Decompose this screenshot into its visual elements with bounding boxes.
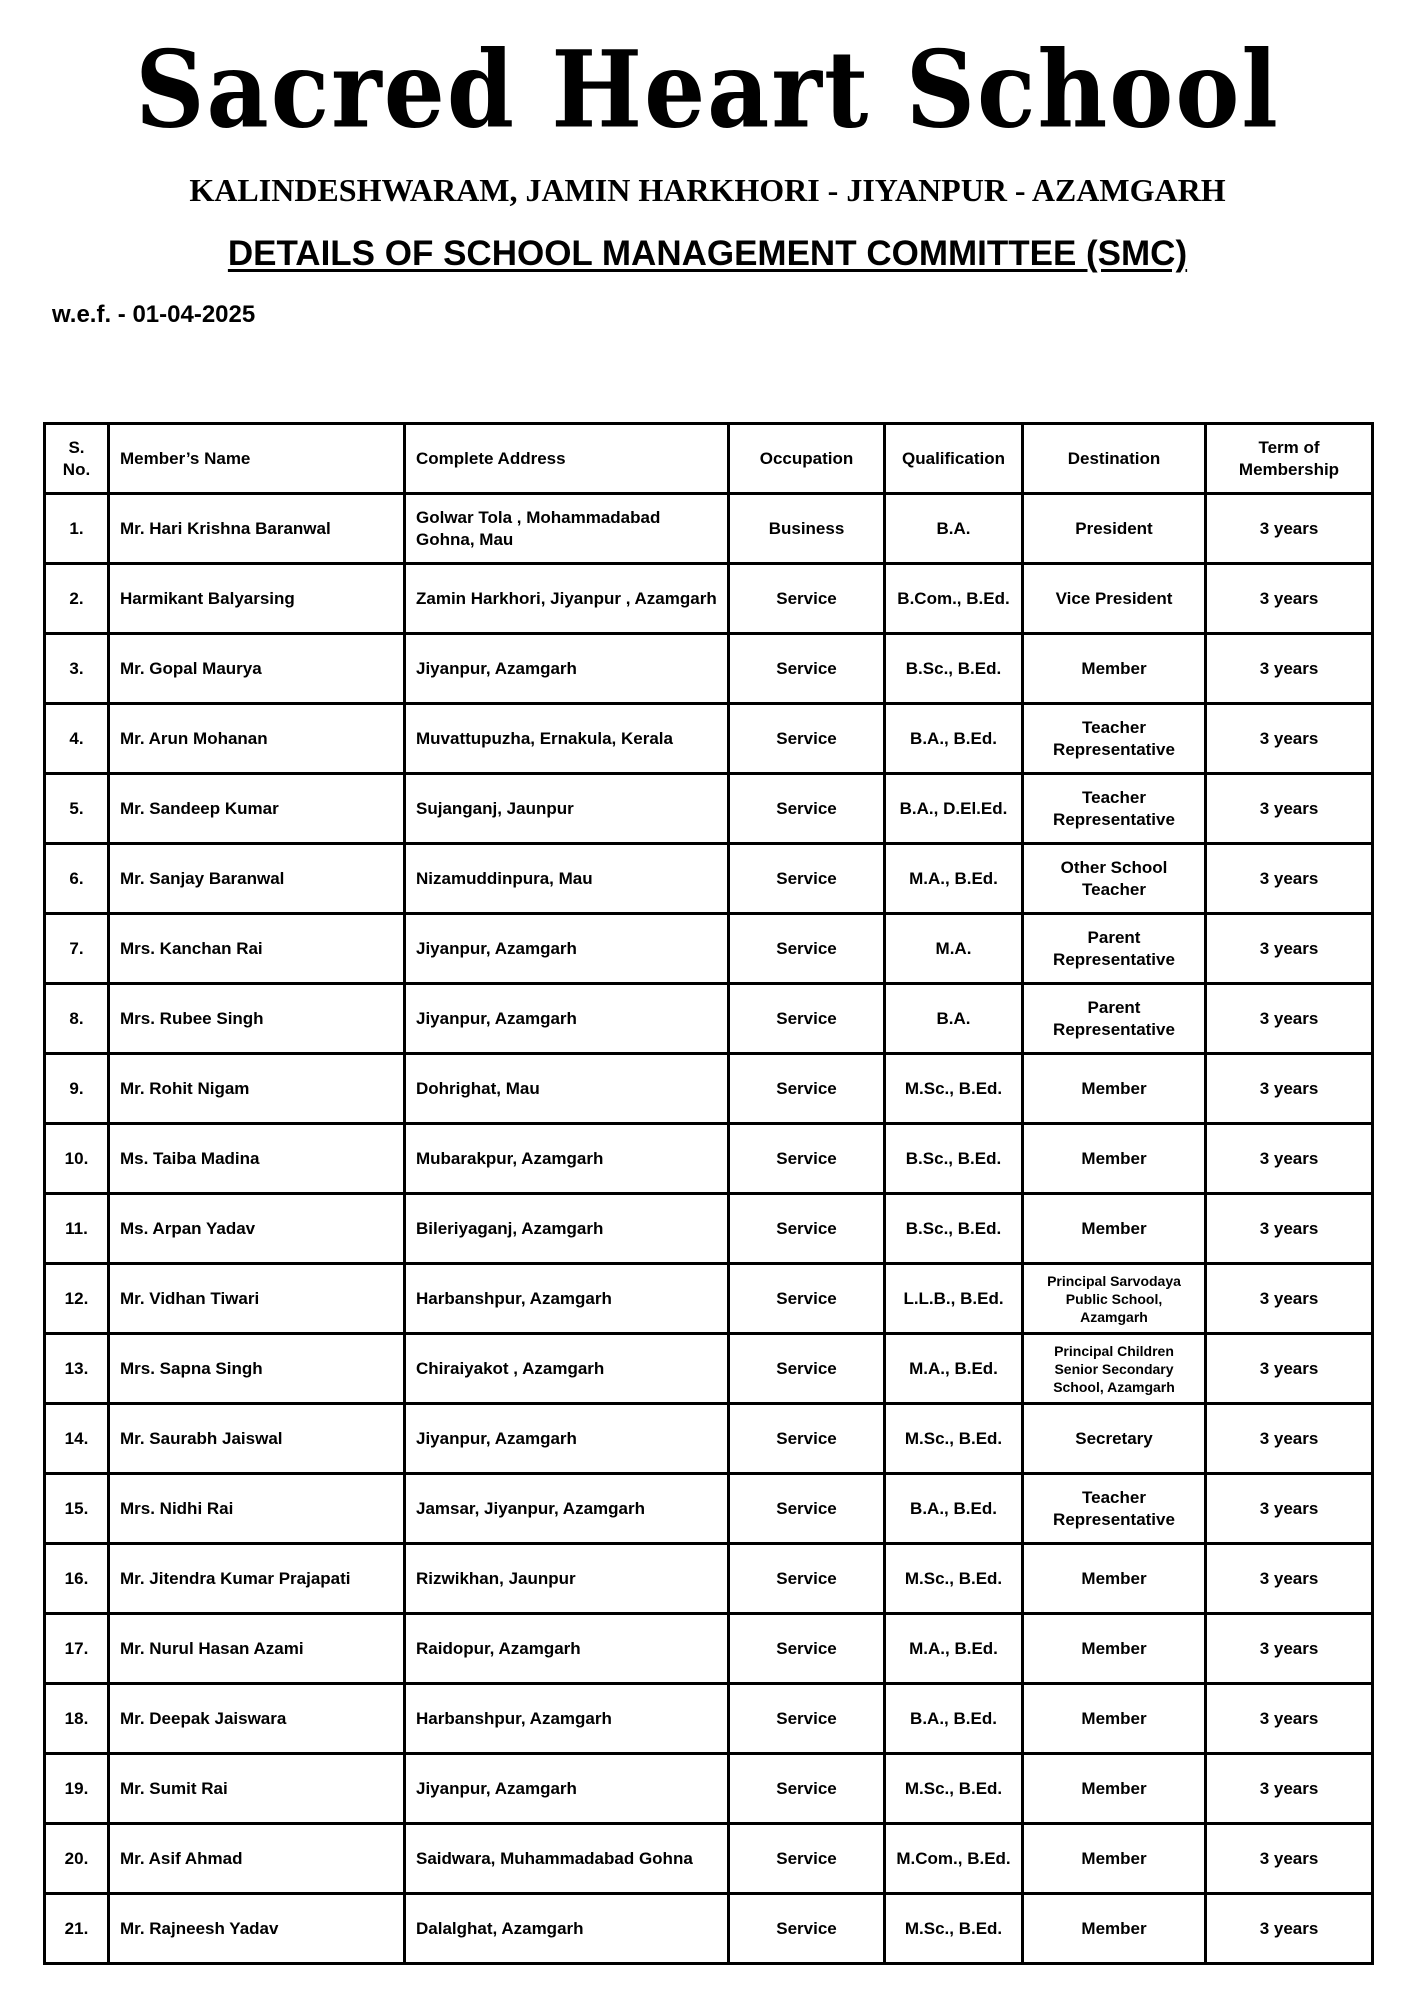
qualification-cell: M.Sc., B.Ed. bbox=[885, 1404, 1023, 1474]
member-address-cell: Raidopur, Azamgarh bbox=[405, 1614, 729, 1684]
member-name-cell: Mr. Nurul Hasan Azami bbox=[109, 1614, 405, 1684]
term-of-membership-cell: 3 years bbox=[1206, 1894, 1373, 1964]
member-name-cell: Mrs. Kanchan Rai bbox=[109, 914, 405, 984]
table-row bbox=[45, 564, 1373, 634]
column-header-destination: Destination bbox=[1023, 424, 1206, 494]
member-address-cell: Dohrighat, Mau bbox=[405, 1054, 729, 1124]
member-address-cell: Sujanganj, Jaunpur bbox=[405, 774, 729, 844]
member-address-cell: Zamin Harkhori, Jiyanpur , Azamgarh bbox=[405, 564, 729, 634]
sno-cell: 6. bbox=[45, 844, 109, 914]
term-of-membership-cell: 3 years bbox=[1206, 1824, 1373, 1894]
member-address-cell: Harbanshpur, Azamgarh bbox=[405, 1684, 729, 1754]
destination-cell: Member bbox=[1023, 1124, 1206, 1194]
sno-cell: 10. bbox=[45, 1124, 109, 1194]
qualification-cell: M.Com., B.Ed. bbox=[885, 1824, 1023, 1894]
destination-cell: President bbox=[1023, 494, 1206, 564]
table-header-row bbox=[45, 424, 1373, 494]
sno-cell: 8. bbox=[45, 984, 109, 1054]
destination-cell: Principal Children Senior Secondary School, Azamgarh bbox=[1023, 1334, 1206, 1404]
member-address-cell: Dalalghat, Azamgarh bbox=[405, 1894, 729, 1964]
sno-cell: 16. bbox=[45, 1544, 109, 1614]
member-name-cell: Mr. Sanjay Baranwal bbox=[109, 844, 405, 914]
occupation-cell: Service bbox=[729, 564, 885, 634]
qualification-cell: B.Com., B.Ed. bbox=[885, 564, 1023, 634]
table-row bbox=[45, 1614, 1373, 1684]
member-name-cell: Mr. Saurabh Jaiswal bbox=[109, 1404, 405, 1474]
member-name-cell: Mr. Arun Mohanan bbox=[109, 704, 405, 774]
column-header-term: Term of Membership bbox=[1206, 424, 1373, 494]
table-row bbox=[45, 704, 1373, 774]
column-header-occupation: Occupation bbox=[729, 424, 885, 494]
term-of-membership-cell: 3 years bbox=[1206, 704, 1373, 774]
document-heading: DETAILS OF SCHOOL MANAGEMENT COMMITTEE (SMC) bbox=[227, 234, 1188, 273]
table-row bbox=[45, 914, 1373, 984]
sno-cell: 5. bbox=[45, 774, 109, 844]
term-of-membership-cell: 3 years bbox=[1206, 1614, 1373, 1684]
sno-cell: 18. bbox=[45, 1684, 109, 1754]
school-address: KALINDESHWARAM, JAMIN HARKHORI - JIYANPUR - AZAMGARH bbox=[189, 172, 1226, 208]
term-of-membership-cell: 3 years bbox=[1206, 1264, 1373, 1334]
destination-cell: Teacher Representative bbox=[1023, 704, 1206, 774]
destination-cell: Member bbox=[1023, 1194, 1206, 1264]
member-name-cell: Mr. Sumit Rai bbox=[109, 1754, 405, 1824]
member-address-cell: Rizwikhan, Jaunpur bbox=[405, 1544, 729, 1614]
member-name-cell: Mr. Asif Ahmad bbox=[109, 1824, 405, 1894]
qualification-cell: B.A. bbox=[885, 494, 1023, 564]
school-name: Sacred Heart School bbox=[135, 27, 1280, 152]
smc-members-table bbox=[43, 422, 1374, 1965]
occupation-cell: Service bbox=[729, 1054, 885, 1124]
occupation-cell: Service bbox=[729, 1544, 885, 1614]
occupation-cell: Service bbox=[729, 1894, 885, 1964]
term-of-membership-cell: 3 years bbox=[1206, 1334, 1373, 1404]
sno-cell: 13. bbox=[45, 1334, 109, 1404]
table-row bbox=[45, 1054, 1373, 1124]
sno-cell: 4. bbox=[45, 704, 109, 774]
member-name-cell: Mr. Rajneesh Yadav bbox=[109, 1894, 405, 1964]
table-row bbox=[45, 984, 1373, 1054]
qualification-cell: B.A. bbox=[885, 984, 1023, 1054]
table-row bbox=[45, 844, 1373, 914]
member-name-cell: Mr. Rohit Nigam bbox=[109, 1054, 405, 1124]
term-of-membership-cell: 3 years bbox=[1206, 1544, 1373, 1614]
term-of-membership-cell: 3 years bbox=[1206, 1684, 1373, 1754]
sno-cell: 9. bbox=[45, 1054, 109, 1124]
member-name-cell: Mr. Vidhan Tiwari bbox=[109, 1264, 405, 1334]
effective-date: w.e.f. - 01-04-2025 bbox=[52, 301, 256, 328]
member-address-cell: Jiyanpur, Azamgarh bbox=[405, 1754, 729, 1824]
sno-cell: 11. bbox=[45, 1194, 109, 1264]
occupation-cell: Service bbox=[729, 1404, 885, 1474]
qualification-cell: M.Sc., B.Ed. bbox=[885, 1054, 1023, 1124]
term-of-membership-cell: 3 years bbox=[1206, 914, 1373, 984]
destination-cell: Member bbox=[1023, 1054, 1206, 1124]
occupation-cell: Service bbox=[729, 914, 885, 984]
qualification-cell: B.A., D.El.Ed. bbox=[885, 774, 1023, 844]
term-of-membership-cell: 3 years bbox=[1206, 634, 1373, 704]
member-name-cell: Ms. Taiba Madina bbox=[109, 1124, 405, 1194]
member-name-cell: Mr. Sandeep Kumar bbox=[109, 774, 405, 844]
destination-cell: Member bbox=[1023, 1614, 1206, 1684]
member-name-cell: Mrs. Rubee Singh bbox=[109, 984, 405, 1054]
member-address-cell: Jiyanpur, Azamgarh bbox=[405, 984, 729, 1054]
destination-cell: Member bbox=[1023, 1824, 1206, 1894]
member-address-cell: Golwar Tola , Mohammadabad Gohna, Mau bbox=[405, 494, 729, 564]
member-name-cell: Ms. Arpan Yadav bbox=[109, 1194, 405, 1264]
table-row bbox=[45, 1824, 1373, 1894]
table-row bbox=[45, 1894, 1373, 1964]
column-header-address: Complete Address bbox=[405, 424, 729, 494]
destination-cell: Member bbox=[1023, 1684, 1206, 1754]
member-name-cell: Mr. Gopal Maurya bbox=[109, 634, 405, 704]
column-header-qualification: Qualification bbox=[885, 424, 1023, 494]
table-row bbox=[45, 1334, 1373, 1404]
occupation-cell: Service bbox=[729, 1614, 885, 1684]
qualification-cell: M.Sc., B.Ed. bbox=[885, 1544, 1023, 1614]
member-address-cell: Nizamuddinpura, Mau bbox=[405, 844, 729, 914]
qualification-cell: B.A., B.Ed. bbox=[885, 704, 1023, 774]
term-of-membership-cell: 3 years bbox=[1206, 1754, 1373, 1824]
qualification-cell: M.Sc., B.Ed. bbox=[885, 1894, 1023, 1964]
occupation-cell: Service bbox=[729, 1474, 885, 1544]
term-of-membership-cell: 3 years bbox=[1206, 984, 1373, 1054]
member-address-cell: Jiyanpur, Azamgarh bbox=[405, 914, 729, 984]
member-address-cell: Saidwara, Muhammadabad Gohna bbox=[405, 1824, 729, 1894]
sno-cell: 2. bbox=[45, 564, 109, 634]
occupation-cell: Service bbox=[729, 774, 885, 844]
term-of-membership-cell: 3 years bbox=[1206, 1124, 1373, 1194]
table-row bbox=[45, 1124, 1373, 1194]
term-of-membership-cell: 3 years bbox=[1206, 564, 1373, 634]
qualification-cell: M.A., B.Ed. bbox=[885, 844, 1023, 914]
destination-cell: Member bbox=[1023, 1894, 1206, 1964]
occupation-cell: Service bbox=[729, 1754, 885, 1824]
sno-cell: 12. bbox=[45, 1264, 109, 1334]
qualification-cell: B.Sc., B.Ed. bbox=[885, 1124, 1023, 1194]
occupation-cell: Business bbox=[729, 494, 885, 564]
destination-cell: Teacher Representative bbox=[1023, 1474, 1206, 1544]
member-address-cell: Jiyanpur, Azamgarh bbox=[405, 634, 729, 704]
occupation-cell: Service bbox=[729, 844, 885, 914]
sno-cell: 17. bbox=[45, 1614, 109, 1684]
table-row bbox=[45, 1264, 1373, 1334]
destination-cell: Vice President bbox=[1023, 564, 1206, 634]
member-name-cell: Mr. Jitendra Kumar Prajapati bbox=[109, 1544, 405, 1614]
occupation-cell: Service bbox=[729, 1334, 885, 1404]
occupation-cell: Service bbox=[729, 1684, 885, 1754]
term-of-membership-cell: 3 years bbox=[1206, 844, 1373, 914]
sno-cell: 19. bbox=[45, 1754, 109, 1824]
sno-cell: 1. bbox=[45, 494, 109, 564]
occupation-cell: Service bbox=[729, 984, 885, 1054]
member-address-cell: Bileriyaganj, Azamgarh bbox=[405, 1194, 729, 1264]
table-row bbox=[45, 1474, 1373, 1544]
occupation-cell: Service bbox=[729, 704, 885, 774]
member-address-cell: Mubarakpur, Azamgarh bbox=[405, 1124, 729, 1194]
table-row bbox=[45, 1544, 1373, 1614]
destination-cell: Teacher Representative bbox=[1023, 774, 1206, 844]
column-header-name: Member’s Name bbox=[109, 424, 405, 494]
qualification-cell: B.Sc., B.Ed. bbox=[885, 1194, 1023, 1264]
term-of-membership-cell: 3 years bbox=[1206, 1474, 1373, 1544]
occupation-cell: Service bbox=[729, 1264, 885, 1334]
occupation-cell: Service bbox=[729, 634, 885, 704]
occupation-cell: Service bbox=[729, 1194, 885, 1264]
destination-cell: Parent Representative bbox=[1023, 914, 1206, 984]
table-row bbox=[45, 1404, 1373, 1474]
qualification-cell: B.Sc., B.Ed. bbox=[885, 634, 1023, 704]
occupation-cell: Service bbox=[729, 1824, 885, 1894]
table-row bbox=[45, 1754, 1373, 1824]
qualification-cell: M.Sc., B.Ed. bbox=[885, 1754, 1023, 1824]
destination-cell: Other School Teacher bbox=[1023, 844, 1206, 914]
member-address-cell: Harbanshpur, Azamgarh bbox=[405, 1264, 729, 1334]
member-address-cell: Jiyanpur, Azamgarh bbox=[405, 1404, 729, 1474]
destination-cell: Parent Representative bbox=[1023, 984, 1206, 1054]
sno-cell: 15. bbox=[45, 1474, 109, 1544]
table-row bbox=[45, 1684, 1373, 1754]
member-address-cell: Muvattupuzha, Ernakula, Kerala bbox=[405, 704, 729, 774]
qualification-cell: L.L.B., B.Ed. bbox=[885, 1264, 1023, 1334]
destination-cell: Member bbox=[1023, 1544, 1206, 1614]
qualification-cell: M.A. bbox=[885, 914, 1023, 984]
term-of-membership-cell: 3 years bbox=[1206, 1054, 1373, 1124]
qualification-cell: M.A., B.Ed. bbox=[885, 1614, 1023, 1684]
destination-cell: Member bbox=[1023, 634, 1206, 704]
term-of-membership-cell: 3 years bbox=[1206, 1404, 1373, 1474]
table-row bbox=[45, 634, 1373, 704]
member-address-cell: Chiraiyakot , Azamgarh bbox=[405, 1334, 729, 1404]
qualification-cell: B.A., B.Ed. bbox=[885, 1474, 1023, 1544]
member-name-cell: Harmikant Balyarsing bbox=[109, 564, 405, 634]
table-row bbox=[45, 1194, 1373, 1264]
qualification-cell: B.A., B.Ed. bbox=[885, 1684, 1023, 1754]
occupation-cell: Service bbox=[729, 1124, 885, 1194]
column-header-sno: S. No. bbox=[45, 424, 109, 494]
member-name-cell: Mr. Hari Krishna Baranwal bbox=[109, 494, 405, 564]
member-address-cell: Jamsar, Jiyanpur, Azamgarh bbox=[405, 1474, 729, 1544]
sno-cell: 7. bbox=[45, 914, 109, 984]
term-of-membership-cell: 3 years bbox=[1206, 1194, 1373, 1264]
qualification-cell: M.A., B.Ed. bbox=[885, 1334, 1023, 1404]
destination-cell: Member bbox=[1023, 1754, 1206, 1824]
sno-cell: 14. bbox=[45, 1404, 109, 1474]
destination-cell: Secretary bbox=[1023, 1404, 1206, 1474]
member-name-cell: Mrs. Sapna Singh bbox=[109, 1334, 405, 1404]
term-of-membership-cell: 3 years bbox=[1206, 774, 1373, 844]
sno-cell: 21. bbox=[45, 1894, 109, 1964]
table-row bbox=[45, 494, 1373, 564]
sno-cell: 3. bbox=[45, 634, 109, 704]
table-row bbox=[45, 774, 1373, 844]
term-of-membership-cell: 3 years bbox=[1206, 494, 1373, 564]
sno-cell: 20. bbox=[45, 1824, 109, 1894]
destination-cell: Principal Sarvodaya Public School, Azamgarh bbox=[1023, 1264, 1206, 1334]
member-name-cell: Mrs. Nidhi Rai bbox=[109, 1474, 405, 1544]
member-name-cell: Mr. Deepak Jaiswara bbox=[109, 1684, 405, 1754]
